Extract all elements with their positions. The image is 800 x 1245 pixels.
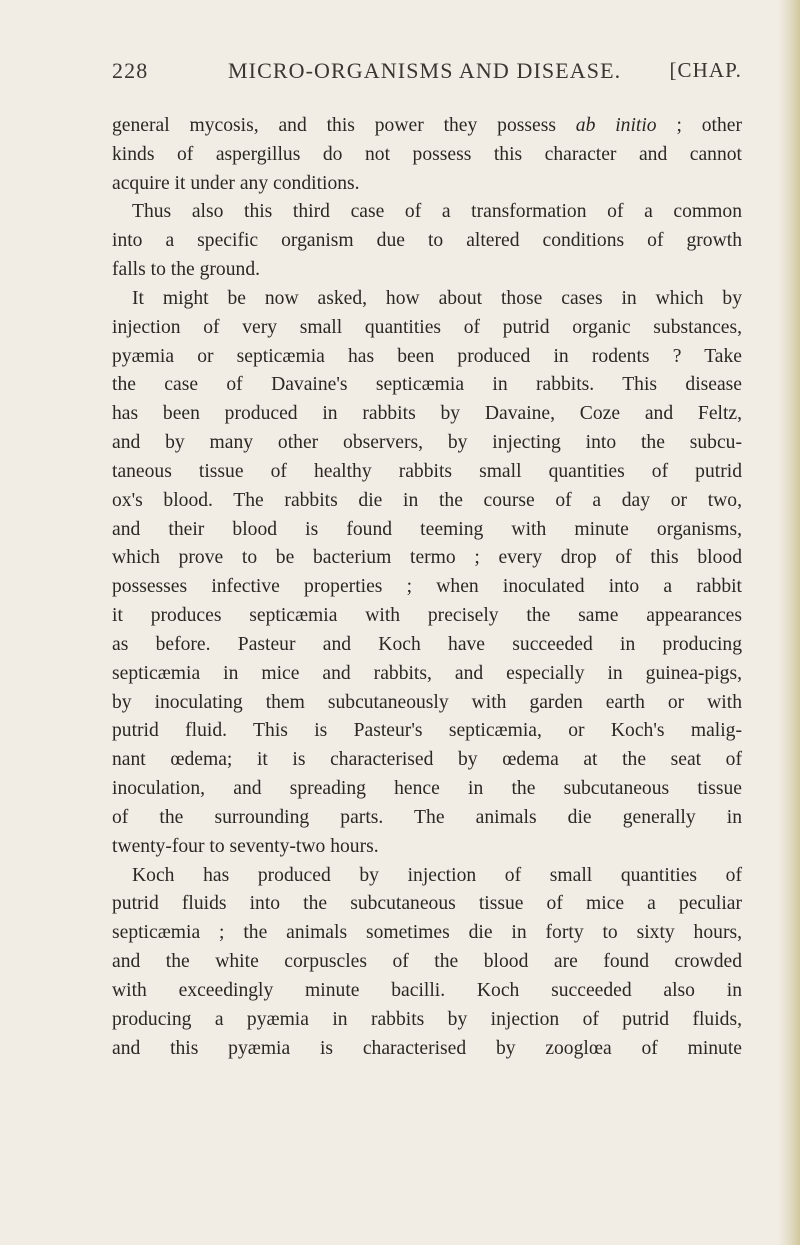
text-line: which prove to be bacterium termo ; every drop of this blood (112, 547, 742, 569)
text-line: injection of very small quantities of putrid organic substances, (112, 316, 742, 338)
text-line: possesses infective properties ; when inoculated into a rabbit (112, 576, 742, 598)
text-line: inoculation, and spreading hence in the subcutaneous tissue (112, 778, 742, 800)
text-line: and their blood is found teeming with minute organisms, (112, 518, 742, 540)
text-line: nant œdema; it is characterised by œdema at the seat of (112, 749, 742, 771)
latin-phrase: ab initio (575, 115, 657, 136)
text-line: as before. Pasteur and Koch have succeeded in producing (112, 633, 742, 655)
text-line: acquire it under any conditions. (112, 172, 360, 194)
text-line: has been produced in rabbits by Davaine, Coze and Feltz, (112, 403, 742, 425)
text-line: Koch has produced by injection of small quantities of (132, 864, 742, 886)
text-line: taneous tissue of healthy rabbits small quantities of putrid (112, 460, 742, 482)
text-line: the case of Davaine's septicæmia in rabbits. This disease (112, 374, 742, 396)
text-line: general mycosis, and this power they possess ab initio ; other (112, 115, 743, 136)
text-line: twenty-four to seventy-two hours. (112, 835, 379, 857)
text-line: of the surrounding parts. The animals die generally in (112, 806, 742, 828)
text-line: pyæmia or septicæmia has been produced in rodents ? Take (112, 345, 742, 367)
text-line: septicæmia in mice and rabbits, and especially in guinea-pigs, (112, 662, 742, 684)
chapter-mark: [CHAP. (669, 58, 742, 82)
running-head (112, 58, 742, 94)
text-line: and this pyæmia is characterised by zooglœa of minute (112, 1037, 742, 1059)
text-line: and the white corpuscles of the blood are found crowded (112, 951, 742, 973)
text-line: falls to the ground. (112, 259, 261, 281)
body-text (112, 112, 742, 1063)
running-title: MICRO-ORGANISMS AND DISEASE. (228, 58, 622, 83)
text-line: and by many other observers, by injecting into the subcu- (112, 432, 742, 454)
text-line: septicæmia ; the animals sometimes die in forty to sixty hours, (112, 922, 742, 944)
text-line: putrid fluids into the subcutaneous tissue of mice a peculiar (112, 893, 742, 915)
text-line: into a specific organism due to altered conditions of growth (112, 230, 742, 252)
page-edge-shading (778, 0, 800, 1245)
text-line: it produces septicæmia with precisely the same appearances (112, 605, 742, 627)
text-line: producing a pyæmia in rabbits by injection of putrid fluids, (112, 1008, 742, 1030)
text-line: It might be now asked, how about those cases in which by (132, 287, 742, 309)
text-line: by inoculating them subcutaneously with garden earth or with (112, 691, 742, 713)
text-line: kinds of aspergillus do not possess this character and cannot (112, 143, 742, 165)
text-line: ox's blood. The rabbits die in the course of a day or two, (112, 489, 742, 511)
text-line: putrid fluid. This is Pasteur's septicæmia, or Koch's malig- (112, 720, 742, 742)
text-line: Thus also this third case of a transformation of a common (132, 201, 742, 223)
page-number: 228 (112, 58, 149, 83)
text-line: with exceedingly minute bacilli. Koch succeeded also in (112, 979, 742, 1001)
